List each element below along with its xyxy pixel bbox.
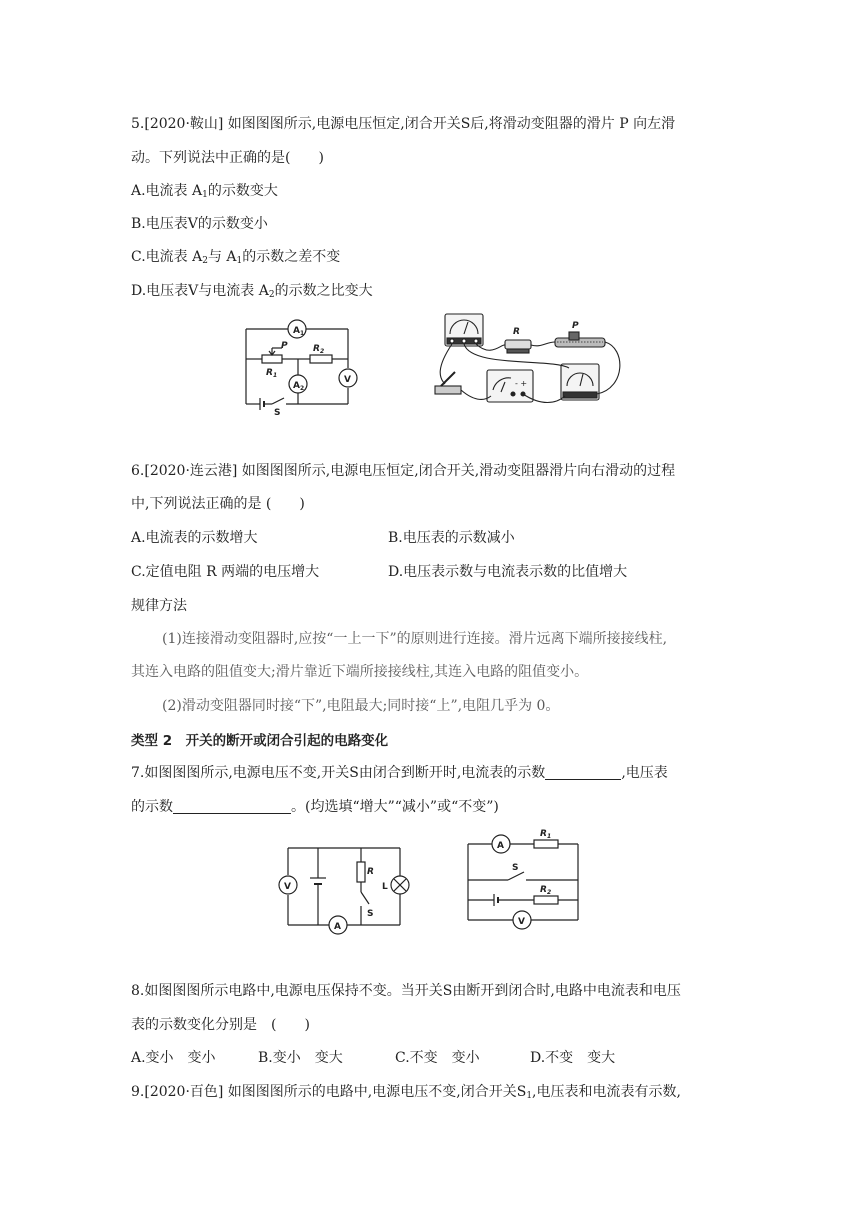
q8-stem-line2: 表的示数变化分别是 ( ) bbox=[131, 1017, 310, 1033]
q5-r2-label: $R_2$ bbox=[313, 344, 325, 355]
q5-s-label: S bbox=[274, 408, 281, 418]
q8-stem-line1: 8.如图图图所示电路中,电源电压保持不变。当开关S由断开到闭合时,电路中电流表和电压 bbox=[131, 983, 681, 999]
q7-circuit-diagram bbox=[270, 838, 415, 938]
q7-v-label: V bbox=[284, 882, 291, 892]
q5-option-a: A.电流表 $A_1$的示数变大 bbox=[131, 183, 278, 200]
q8-circuit-diagram bbox=[458, 824, 588, 936]
q8-option-c: C.不变 变小 bbox=[395, 1050, 480, 1066]
q5-option-b: B.电压表V的示数变小 bbox=[131, 216, 268, 232]
q5-a2-label: $A_2$ bbox=[293, 381, 305, 392]
q8-a-label: A bbox=[497, 841, 504, 851]
q7-stem-line1: 7.如图图图所示,电源电压不变,开关S由闭合到断开时,电流表的示数 ,电压表 bbox=[131, 765, 668, 781]
q6-stem-line1: 6.[2020·连云港] 如图图图所示,电源电压恒定,闭合开关,滑动变阻器滑片向右滑动的过程 bbox=[131, 463, 676, 479]
q6-option-c: C.定值电阻 R 两端的电压增大 bbox=[131, 564, 320, 580]
q5-v-label: V bbox=[344, 375, 351, 385]
q5-p-label: P bbox=[281, 341, 288, 351]
q5-circuit-diagram bbox=[238, 312, 362, 418]
method-p1-line2: 其连入电路的阻值变大;滑片靠近下端所接接线柱,其连入电路的阻值变小。 bbox=[131, 664, 589, 680]
q7-blank-1[interactable] bbox=[545, 765, 621, 780]
q5-r1-label: $R_1$ bbox=[266, 368, 278, 379]
q5-a1-label: $A_1$ bbox=[293, 326, 305, 337]
q5-option-c: C.电流表 $A_2$与 $A_1$的示数之差不变 bbox=[131, 249, 341, 266]
q7-a-label: A bbox=[334, 922, 341, 932]
q8-option-a: A.变小 变小 bbox=[131, 1050, 216, 1066]
type2-heading: 类型 2 开关的断开或闭合引起的电路变化 bbox=[131, 733, 389, 749]
q9-stem-line1: 9.[2020·百色] 如图图图所示的电路中,电源电压不变,闭合开关$S_1$,电压表和电流表有示数, bbox=[131, 1084, 681, 1101]
q6-option-d: D.电压表示数与电流表示数的比值增大 bbox=[388, 564, 628, 580]
q7-l-label: L bbox=[382, 882, 388, 892]
q6-option-a: A.电流表的示数增大 bbox=[131, 530, 258, 546]
q5-physical-setup-figure bbox=[431, 308, 631, 410]
q5-photo-p-label: P bbox=[572, 321, 579, 331]
q8-r1-label: $R_1$ bbox=[540, 829, 552, 840]
method-p1-line1: (1)连接滑动变阻器时,应按“一上一下”的原则进行连接。滑片远离下端所接接线柱, bbox=[162, 631, 668, 647]
q7-blank-2[interactable] bbox=[173, 799, 291, 814]
q7-r-label: R bbox=[367, 867, 374, 877]
svg-text:- +: - + bbox=[515, 379, 528, 388]
method-p2: (2)滑动变阻器同时接“下”,电阻最大;同时接“上”,电阻几乎为 0。 bbox=[162, 698, 560, 714]
q8-r2-label: $R_2$ bbox=[540, 885, 552, 896]
method-title: 规律方法 bbox=[131, 598, 187, 614]
q8-option-b: B.变小 变大 bbox=[258, 1050, 343, 1066]
q5-stem-line2: 动。下列说法中正确的是( ) bbox=[131, 150, 324, 166]
q8-v-label: V bbox=[518, 917, 525, 927]
q7-stem-line2: 的示数 。(均选填“增大”“减小”或“不变”) bbox=[131, 799, 499, 815]
q6-option-b: B.电压表的示数减小 bbox=[388, 530, 515, 546]
q5-stem-line1: 5.[2020·鞍山] 如图图图所示,电源电压恒定,闭合开关S后,将滑动变阻器的滑片 P 向左滑 bbox=[131, 116, 676, 132]
q7-s-label: S bbox=[367, 909, 374, 919]
q5-photo-r-label: R bbox=[513, 327, 520, 337]
q5-option-d: D.电压表V与电流表 $A_2$的示数之比变大 bbox=[131, 283, 373, 300]
q8-s-label: S bbox=[512, 863, 519, 873]
q6-stem-line2: 中,下列说法正确的是 ( ) bbox=[131, 496, 305, 512]
q8-option-d: D.不变 变大 bbox=[530, 1050, 616, 1066]
